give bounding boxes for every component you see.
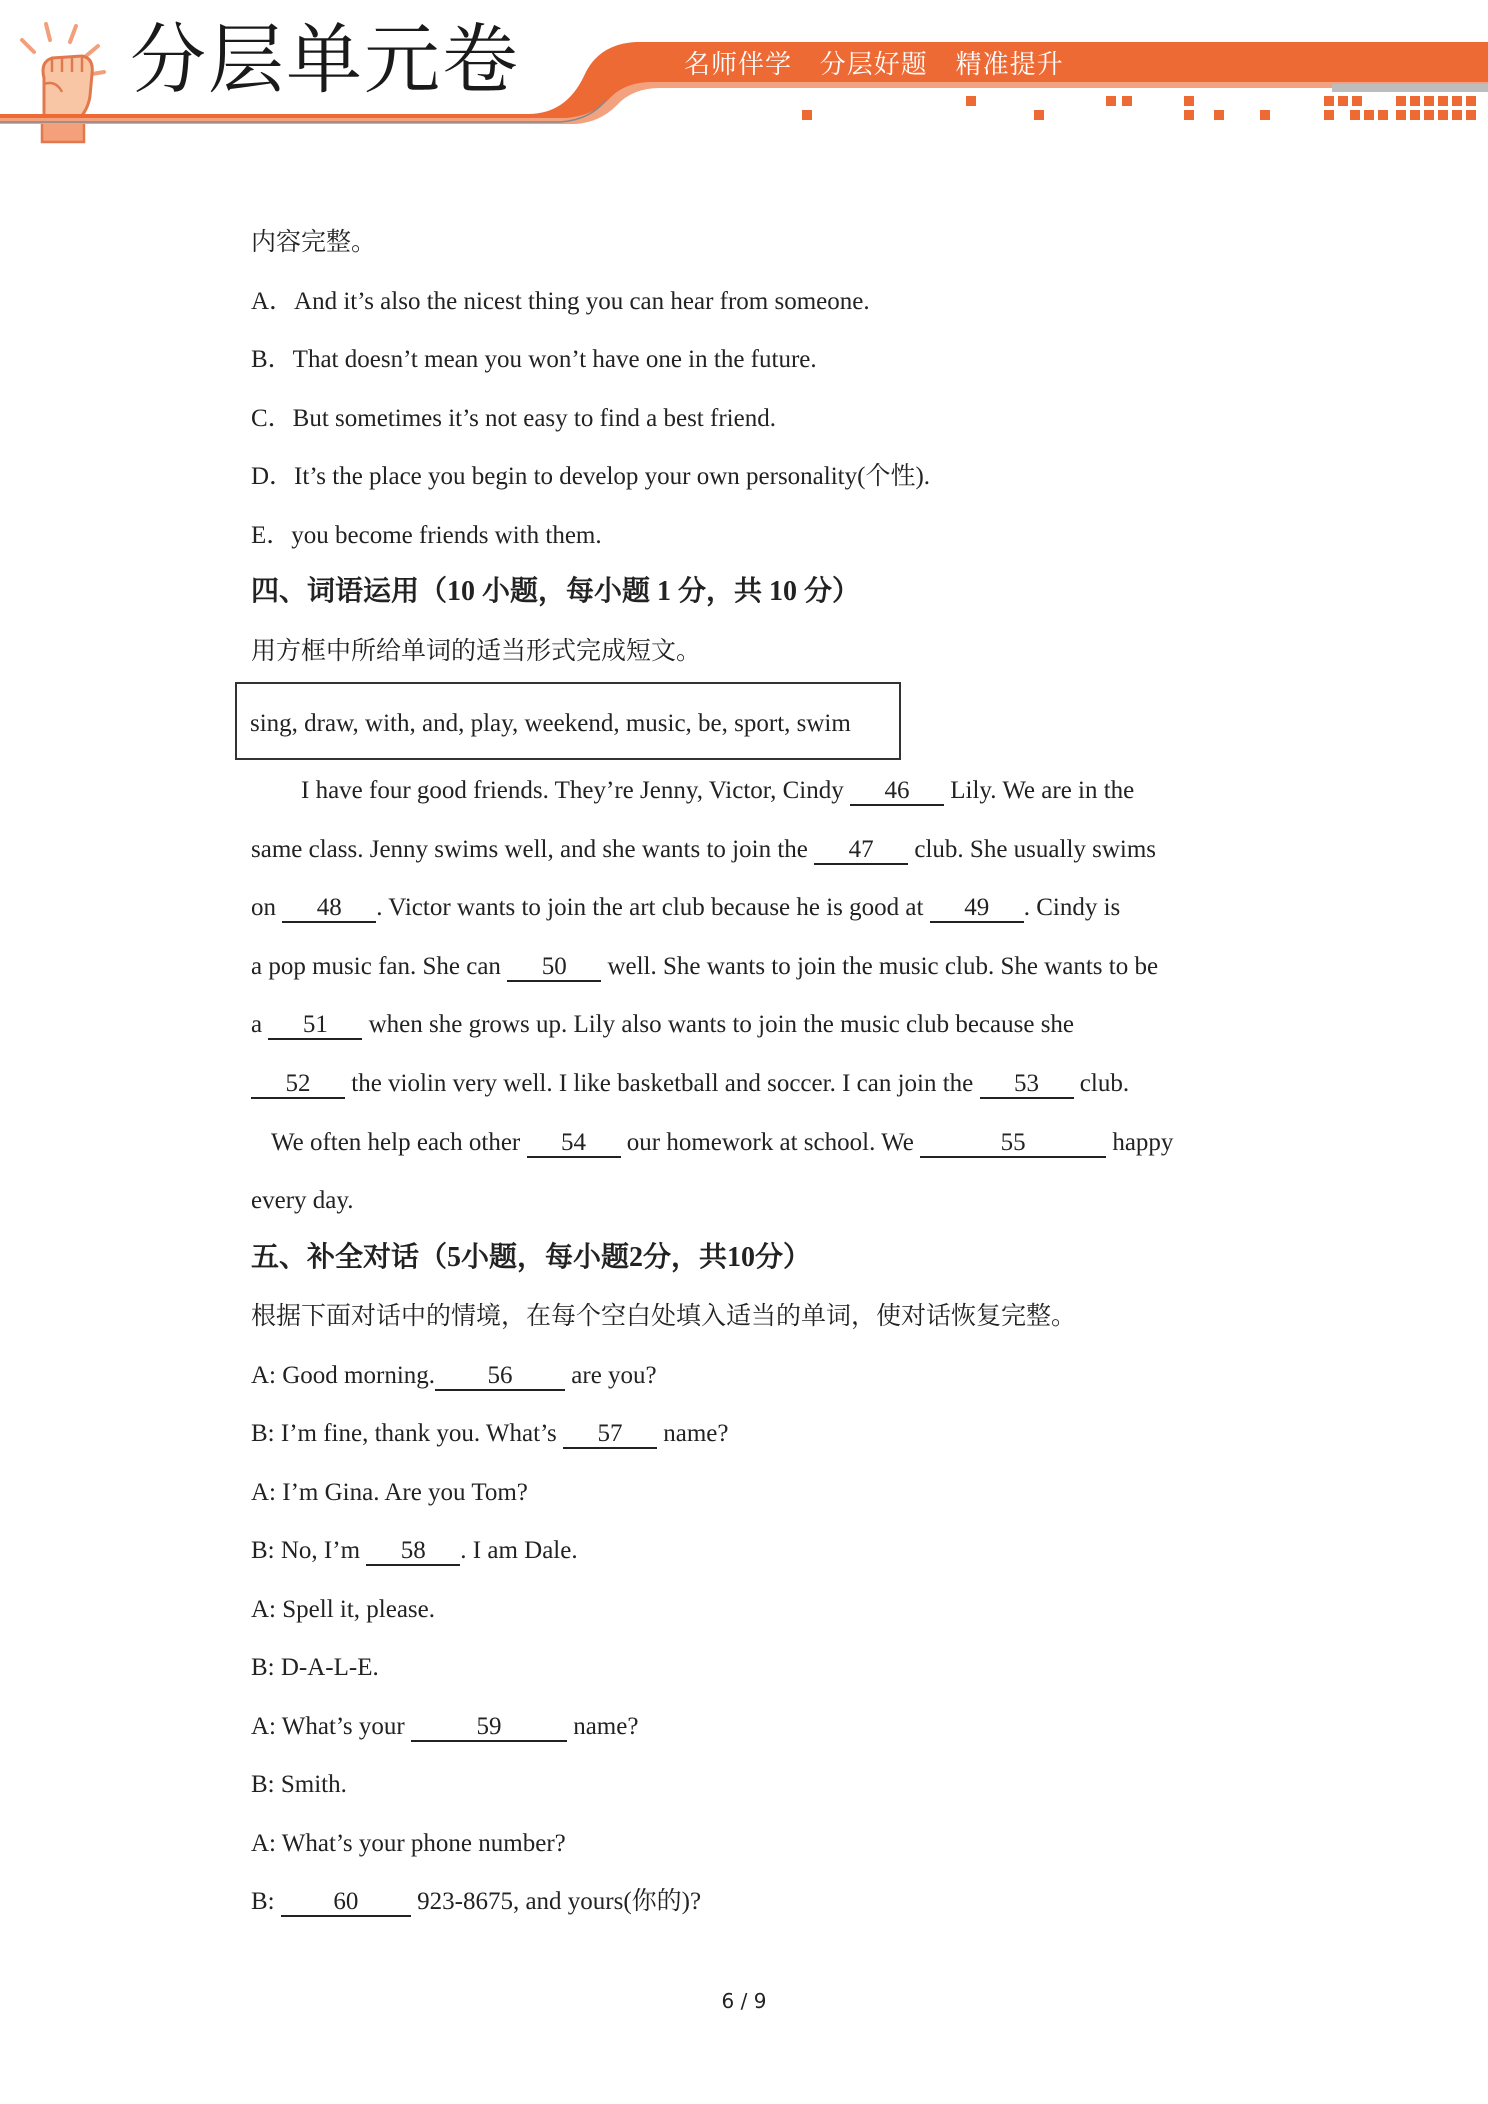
dialogue-text: name?	[657, 1420, 729, 1447]
dialogue-text: name?	[566, 1713, 639, 1740]
passage-line-3	[251, 895, 1120, 923]
passage-text: Lily. We are in the	[944, 777, 1135, 804]
passage-text: . Cindy is	[1023, 894, 1121, 921]
dialogue-text: B:	[251, 1888, 281, 1915]
dialogue-line-2	[251, 1421, 728, 1449]
dialogue-line-10	[251, 1889, 701, 1917]
option-c: C．But sometimes it’s not easy to find a best friend.	[251, 405, 776, 432]
answer-blank-48[interactable]: 48	[282, 895, 376, 923]
passage-text: club. She usually swims	[908, 836, 1157, 863]
passage-line-2	[251, 837, 1156, 865]
dialogue-line-9: A: What’s your phone number?	[251, 1830, 566, 1857]
answer-blank-60[interactable]: 60	[281, 1889, 411, 1917]
answer-blank-46[interactable]: 46	[850, 778, 944, 806]
answer-blank-49[interactable]: 49	[930, 895, 1024, 923]
passage-line-1	[301, 778, 1134, 806]
passage-line-4	[251, 954, 1158, 982]
passage-text: I have four good friends. They’re Jenny, Victor, Cindy	[301, 777, 850, 804]
answer-blank-59[interactable]: 59	[411, 1714, 567, 1742]
option-e: E．you become friends with them.	[251, 522, 602, 549]
option-a: A．And it’s also the nicest thing you can hear from someone.	[251, 288, 870, 315]
dialogue-text: are you?	[565, 1362, 657, 1389]
header-slogan: 名师伴学 分层好题 精准提升	[684, 50, 1064, 80]
dialogue-text: A: What’s your	[251, 1713, 411, 1740]
answer-blank-55[interactable]: 55	[920, 1130, 1106, 1158]
passage-text: happy	[1106, 1129, 1174, 1156]
section4-instruction: 用方框中所给单词的适当形式完成短文。	[251, 638, 702, 665]
passage-text: the violin very well. I like basketball and soccer. I can join the	[345, 1070, 980, 1097]
passage-text: . Victor wants to join the art club because he is good at	[376, 894, 930, 921]
option-b: B．That doesn’t mean you won’t have one in the future.	[251, 346, 817, 373]
passage-line-8: every day.	[251, 1187, 354, 1214]
passage-text: on	[251, 894, 283, 921]
dialogue-text: B: I’m fine, thank you. What’s	[251, 1420, 563, 1447]
dialogue-text: A: Good morning.	[251, 1362, 436, 1389]
passage-text: club.	[1073, 1070, 1130, 1097]
answer-blank-56[interactable]: 56	[435, 1363, 565, 1391]
decorative-squares	[802, 96, 1476, 120]
dialogue-text: . I am Dale.	[460, 1537, 578, 1564]
brand-title: 分层单元卷	[130, 15, 520, 104]
passage-text: a pop music fan. She can	[251, 953, 508, 980]
dialogue-line-3: A: I’m Gina. Are you Tom?	[251, 1479, 528, 1506]
dialogue-line-5: A: Spell it, please.	[251, 1596, 435, 1623]
passage-line-7	[271, 1130, 1173, 1158]
dialogue-line-8: B: Smith.	[251, 1771, 347, 1798]
section4-heading: 四、词语运用（10 小题，每小题 1 分，共 10 分）	[251, 576, 861, 607]
answer-blank-51[interactable]: 51	[268, 1012, 362, 1040]
section5-heading: 五、补全对话（5小题，每小题2分，共10分）	[251, 1242, 812, 1273]
answer-blank-58[interactable]: 58	[366, 1538, 460, 1566]
dialogue-line-7	[251, 1714, 638, 1742]
dialogue-line-1	[251, 1363, 657, 1391]
passage-text: our homework at school. We	[620, 1129, 921, 1156]
page-header	[0, 0, 1488, 150]
word-box	[235, 682, 901, 760]
dialogue-text: B: No, I’m	[251, 1537, 367, 1564]
word-box-words: sing, draw, with, and, play, weekend, music, be, sport, swim	[250, 710, 851, 737]
dialogue-text: 923-8675, and yours(你的)?	[410, 1888, 702, 1915]
passage-text: when she grows up. Lily also wants to join the music club because she	[362, 1011, 1075, 1038]
section5-instruction: 根据下面对话中的情境，在每个空白处填入适当的单词，使对话恢复完整。	[251, 1303, 1077, 1330]
passage-text: well. She wants to join the music club. She wants to be	[601, 953, 1159, 980]
answer-blank-57[interactable]: 57	[563, 1421, 657, 1449]
continued-text: 内容完整。	[251, 229, 377, 256]
passage-line-5	[251, 1012, 1074, 1040]
answer-blank-47[interactable]: 47	[814, 837, 908, 865]
dialogue-line-6: B: D-A-L-E.	[251, 1654, 379, 1681]
page-number: 6 / 9	[721, 1989, 767, 2013]
answer-blank-52[interactable]: 52	[251, 1071, 345, 1099]
answer-blank-50[interactable]: 50	[507, 954, 601, 982]
dialogue-line-4	[251, 1538, 578, 1566]
passage-text: We often help each other	[271, 1129, 527, 1156]
answer-blank-54[interactable]: 54	[527, 1130, 621, 1158]
passage-line-6	[251, 1071, 1129, 1099]
raised-fist-logo-icon	[22, 24, 104, 142]
passage-text: a	[251, 1011, 269, 1038]
option-d: D．It’s the place you begin to develop your own personality(个性).	[251, 463, 931, 490]
passage-text: same class. Jenny swims well, and she wants to join the	[251, 836, 815, 863]
answer-blank-53[interactable]: 53	[980, 1071, 1074, 1099]
